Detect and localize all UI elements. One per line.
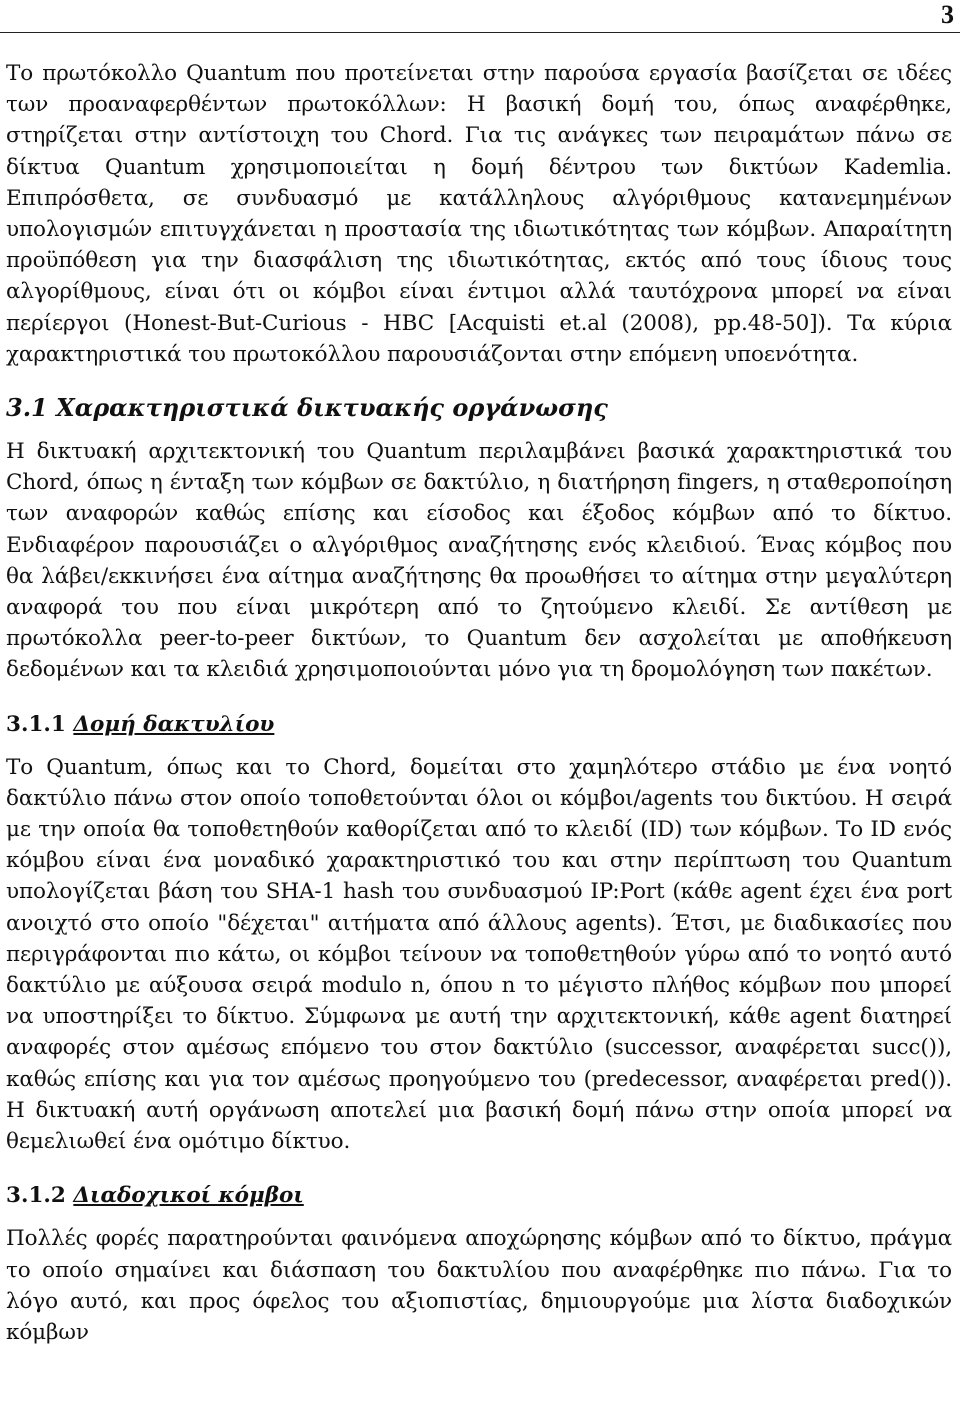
subsection-heading-3-1-2	[6, 1181, 952, 1211]
section-3-1-1-paragraph: Το Quantum, όπως και το Chord, δομείται στο χαμηλότερο στάδιο με ένα νοητό δακτύλιο πάνω στον οποίο τοποθετούνται όλοι οι κόμβοι/agents του δικτύου. Η σειρά με την οποία θα τοποθετηθούν καθορίζεται από το κλειδί (ID) των κόμβων. Το ID ενός κόμβου είναι ένα μοναδικό χαρακτηριστικό του και στην περίπτωση του Quantum υπολογίζεται βάση του SHA-1 hash του συνδυασμού IP:Port (κάθε agent έχει ένα port ανοιχτό στο οποίο "δέχεται" αιτήματα από άλλους agents). Έτσι, με διαδικασίες που περιγράφονται πιο κάτω, οι κόμβοι τείνουν να τοποθετηθούν γύρω από το νοητό αυτό δακτύλιο με αύξουσα σειρά modulo n, όπου n το μέγιστο πλήθος κόμβων που μπορεί να υποστηρίξει το δίκτυο. Σύμφωνα με αυτή την αρχιτεκτονική, κάθε agent διατηρεί αναφορές στον αμέσως επόμενο του στον δακτύλιο (successor, αναφέρεται succ()), καθώς επίσης και για τον αμέσως προηγούμενο του (predecessor, αναφέρεται pred()). Η δικτυακή αυτή οργάνωση αποτελεί μια βασική δομή πάνω στην οποία μπορεί να θεμελιωθεί ένα ομότιμο δίκτυο.	[6, 754, 952, 1155]
section-title: Χαρακτηριστικά δικτυακής οργάνωσης	[56, 393, 608, 423]
page-number: 3	[941, 0, 954, 29]
subsection-heading-3-1-1	[6, 710, 952, 740]
subsection-title: Δομή δακτυλίου	[73, 711, 275, 737]
subsection-number: 3.1.1	[6, 711, 66, 737]
section-3-1-paragraph: Η δικτυακή αρχιτεκτονική του Quantum περιλαμβάνει βασικά χαρακτηριστικά του Chord, όπως η ένταξη των κόμβων σε δακτύλιο, η διατήρηση fingers, η σταθεροποίηση των αναφορών καθώς επίσης και είσοδος και έξοδος κόμβων από το δίκτυο. Ενδιαφέρον παρουσιάζει ο αλγόριθμος αναζήτησης ενός κλειδιού. Ένας κόμβος που θα λάβει/εκκινήσει ένα αίτημα αναζήτησης θα προωθήσει το αίτημα στην μεγαλύτερη αναφορά του που είναι μικρότερη από το ζητούμενο κλειδί. Σε αντίθεση με πρωτόκολλα peer-to-peer δικτύων, το Quantum δεν ασχολείται με αποθήκευση δεδομένων και τα κλειδιά χρησιμοποιούνται μόνο για τη δρομολόγηση των πακέτων.	[6, 439, 952, 683]
header-rule	[0, 32, 960, 33]
intro-paragraph: Το πρωτόκολλο Quantum που προτείνεται στην παρούσα εργασία βασίζεται σε ιδέες των προαναφερθέντων πρωτοκόλλων: Η βασική δομή του, όπως αναφέρθηκε, στηρίζεται στην αντίστοιχη του Chord. Για τις ανάγκες των πειραμάτων πάνω σε δίκτυα Quantum χρησιμοποιείται η δομή δέντρου των δικτύων Kademlia. Επιπρόσθετα, σε συνδυασμό με κατάλληλους αλγόριθμους κατανεμημένων υπολογισμών επιτυγχάνεται η προστασία της ιδιωτικότητας των κόμβων. Απαραίτητη προϋπόθεση για την διασφάλιση της ιδιωτικότητας, εκτός από τους ίδιους τους αλγορίθμους, είναι ότι οι κόμβοι είναι έντιμοι αλλά ταυτόχρονα μπορεί να είναι περίεργοι (Honest-But-Curious - HBC [Acquisti et.al (2008), pp.48-50]). Τα κύρια χαρακτηριστικά του πρωτοκόλλου παρουσιάζονται στην επόμενη υποενότητα.	[6, 61, 952, 367]
section-number: 3.1	[6, 393, 48, 423]
page-content	[6, 58, 952, 1348]
section-3-1-2-paragraph: Πολλές φορές παρατηρούνται φαινόμενα αποχώρησης κόμβων από το δίκτυο, πράγμα το οποίο σημαίνει και διάσπαση του δακτυλίου που αναφέρθηκε πιο πάνω. Για το λόγο αυτό, και προς όφελος του αξιοπιστίας, δημιουργούμε μια λίστα διαδοχικών κόμβων	[6, 1226, 952, 1345]
section-heading-3-1	[6, 392, 952, 424]
subsection-title: Διαδοχικοί κόμβοι	[73, 1183, 304, 1209]
subsection-number: 3.1.2	[6, 1183, 66, 1209]
